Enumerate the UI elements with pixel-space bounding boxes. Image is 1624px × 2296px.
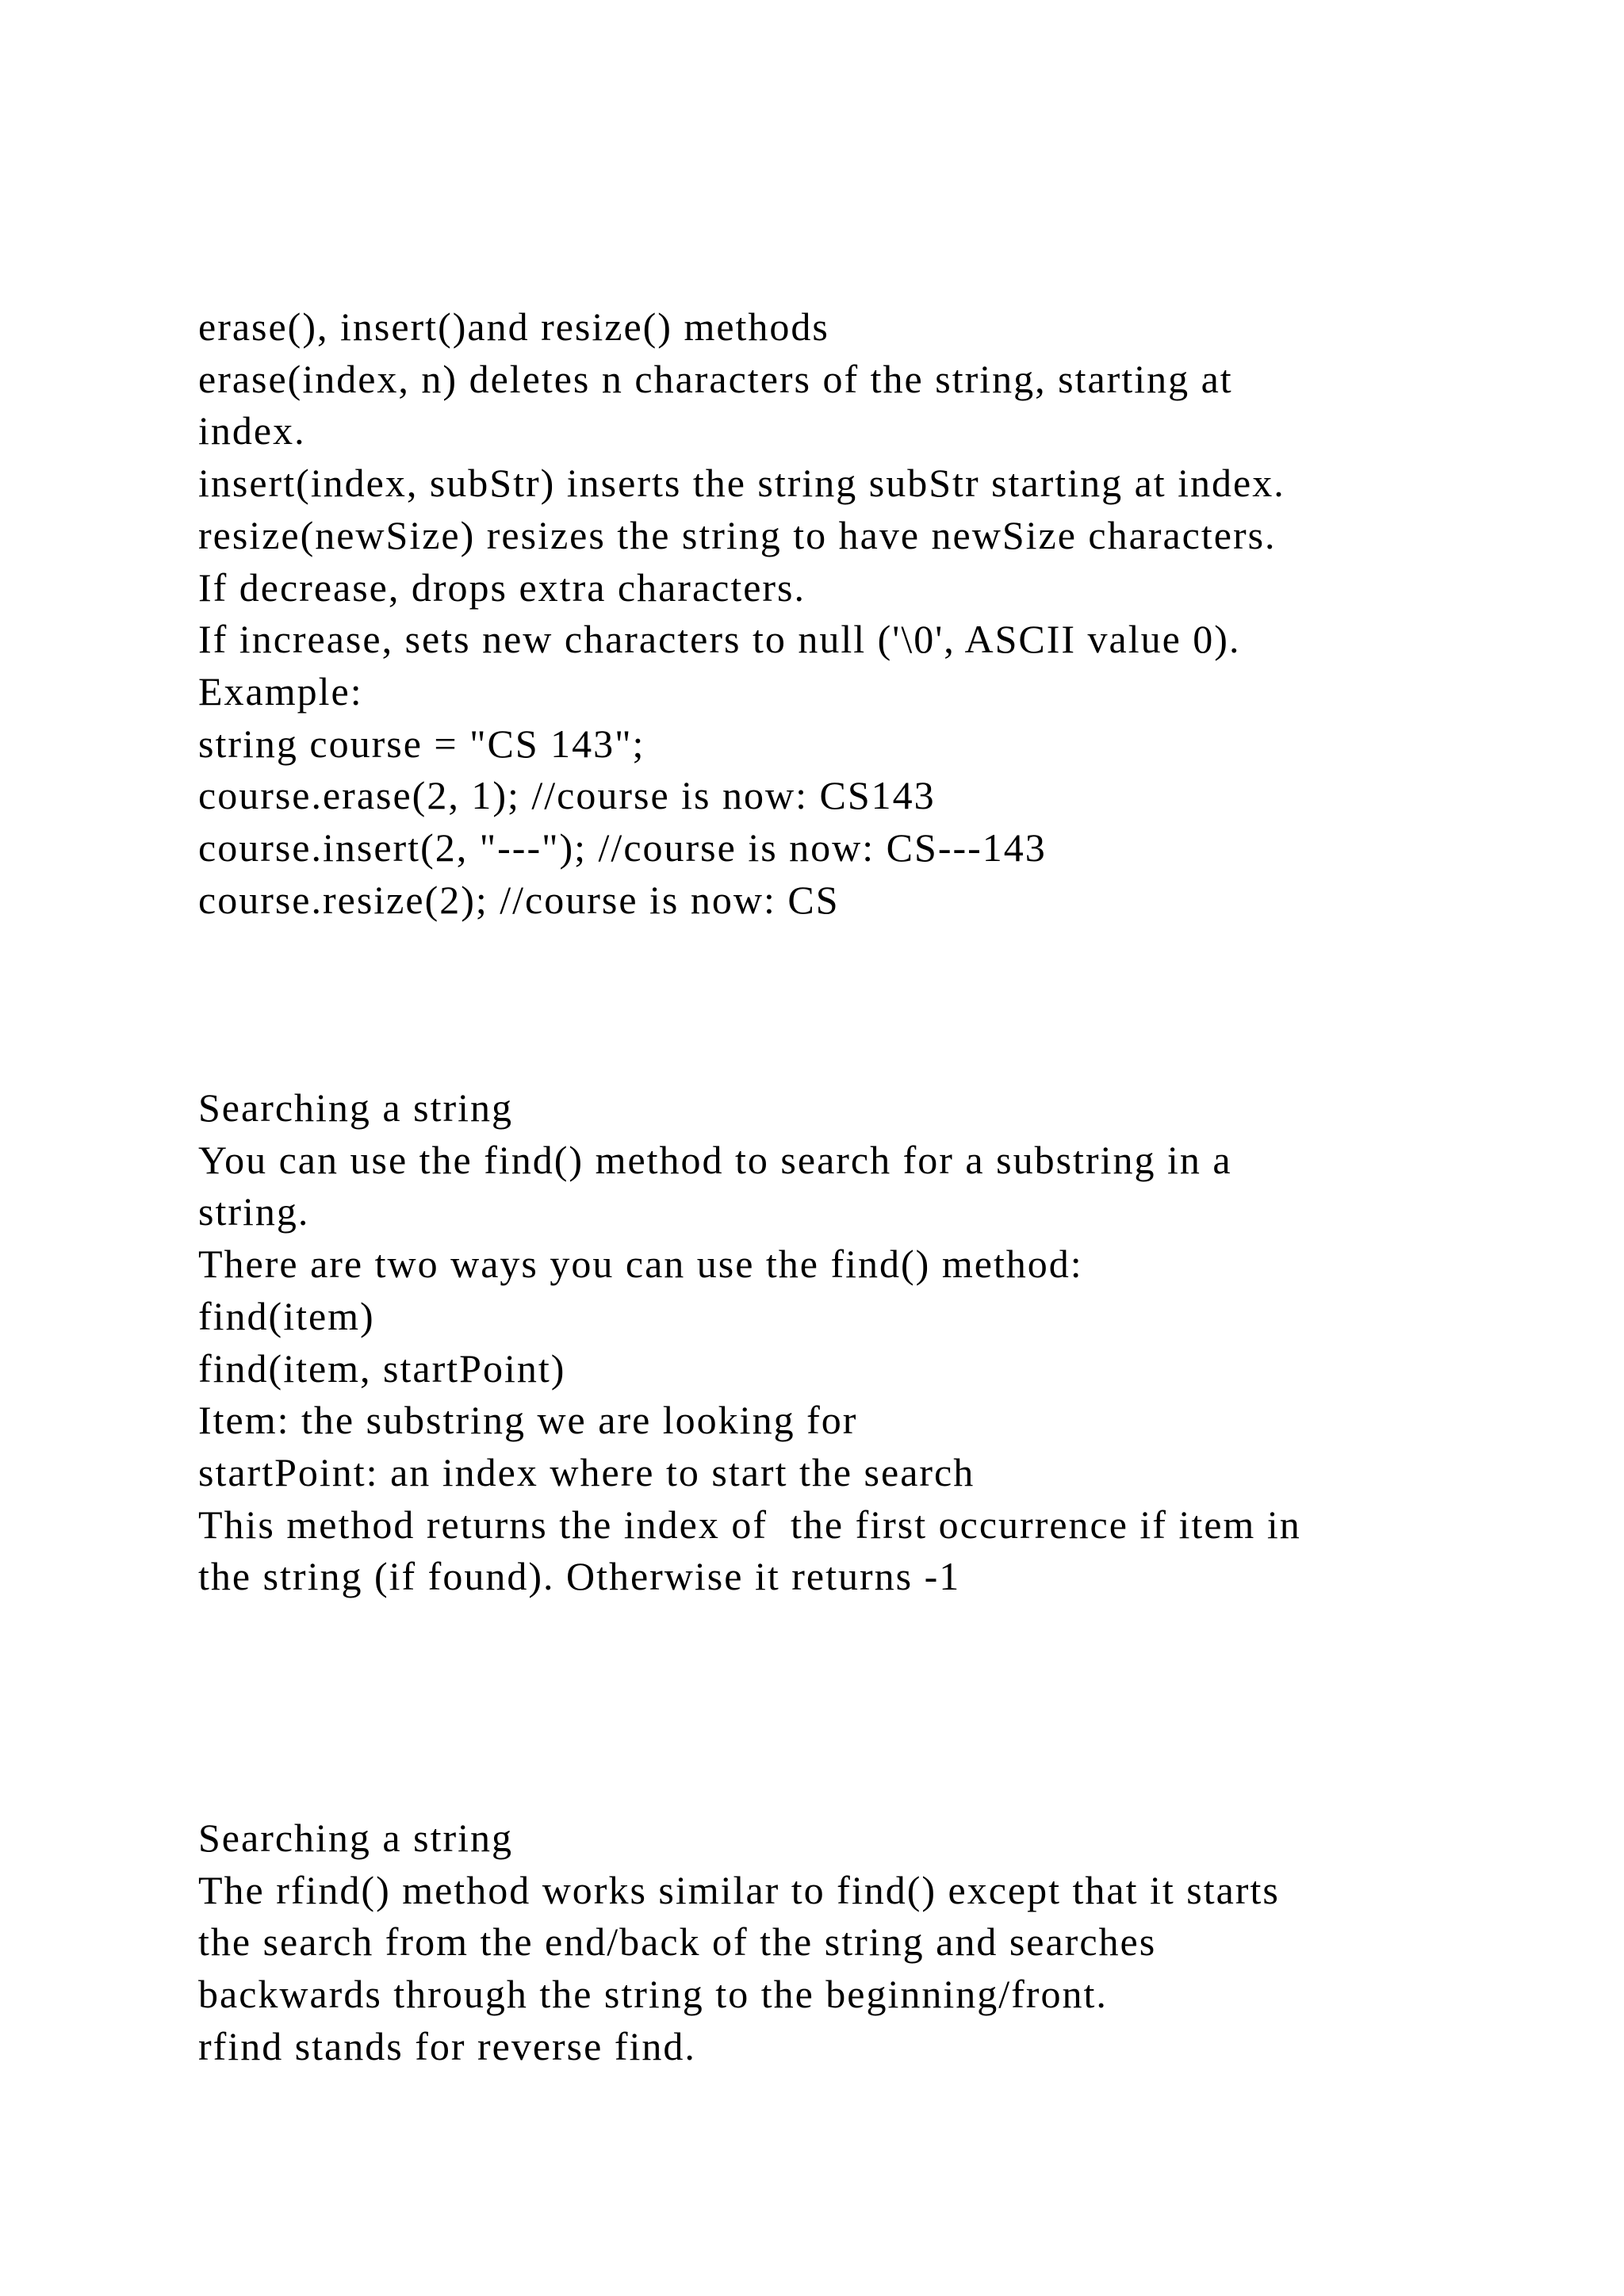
text-line: the string (if found). Otherwise it returns -1 (198, 1554, 961, 1599)
code-line: course.resize(2); //course is now: CS (198, 877, 840, 922)
text-line: insert(index, subStr) inserts the string subStr starting at index. (198, 461, 1285, 506)
text-line: index. (198, 408, 306, 453)
text-line: startPoint: an index where to start the search (198, 1449, 975, 1494)
text-line: Example: (198, 668, 363, 714)
text-line: This method returns the index of the first occurrence if item in (198, 1502, 1301, 1547)
text-line: Item: the substring we are looking for (198, 1398, 858, 1443)
section-erase-insert-resize (198, 301, 1507, 926)
text-line: find(item) (198, 1293, 375, 1338)
section-heading: erase(), insert()and resize() methods (198, 304, 829, 349)
text-line: The rfind() method works similar to find() except that it starts (198, 1867, 1280, 1912)
text-line: There are two ways you can use the find() method: (198, 1242, 1083, 1287)
text-line: erase(index, n) deletes n characters of the string, starting at (198, 356, 1233, 401)
text-line: backwards through the string to the beginning/front. (198, 1972, 1108, 2017)
section-heading: Searching a string (198, 1816, 514, 1860)
text-line: the search from the end/back of the string and searches (198, 1919, 1157, 1965)
text-line: You can use the find() method to search for a substring in a (198, 1137, 1232, 1182)
text-line: rfind stands for reverse find. (198, 2023, 696, 2068)
code-line: course.insert(2, "---"); //course is now: CS---143 (198, 825, 1047, 871)
text-line: string. (198, 1189, 310, 1234)
text-line: If decrease, drops extra characters. (198, 564, 806, 610)
code-line: string course = "CS 143"; (198, 721, 645, 766)
section-heading: Searching a string (198, 1085, 514, 1130)
section-searching-rfind (198, 1812, 1507, 2073)
code-line: course.erase(2, 1); //course is now: CS143 (198, 773, 936, 818)
text-line: If increase, sets new characters to null ('\0', ASCII value 0). (198, 617, 1241, 662)
section-searching-find (198, 1082, 1507, 1603)
text-line: resize(newSize) resizes the string to have newSize characters. (198, 512, 1277, 557)
text-line: find(item, startPoint) (198, 1345, 566, 1391)
